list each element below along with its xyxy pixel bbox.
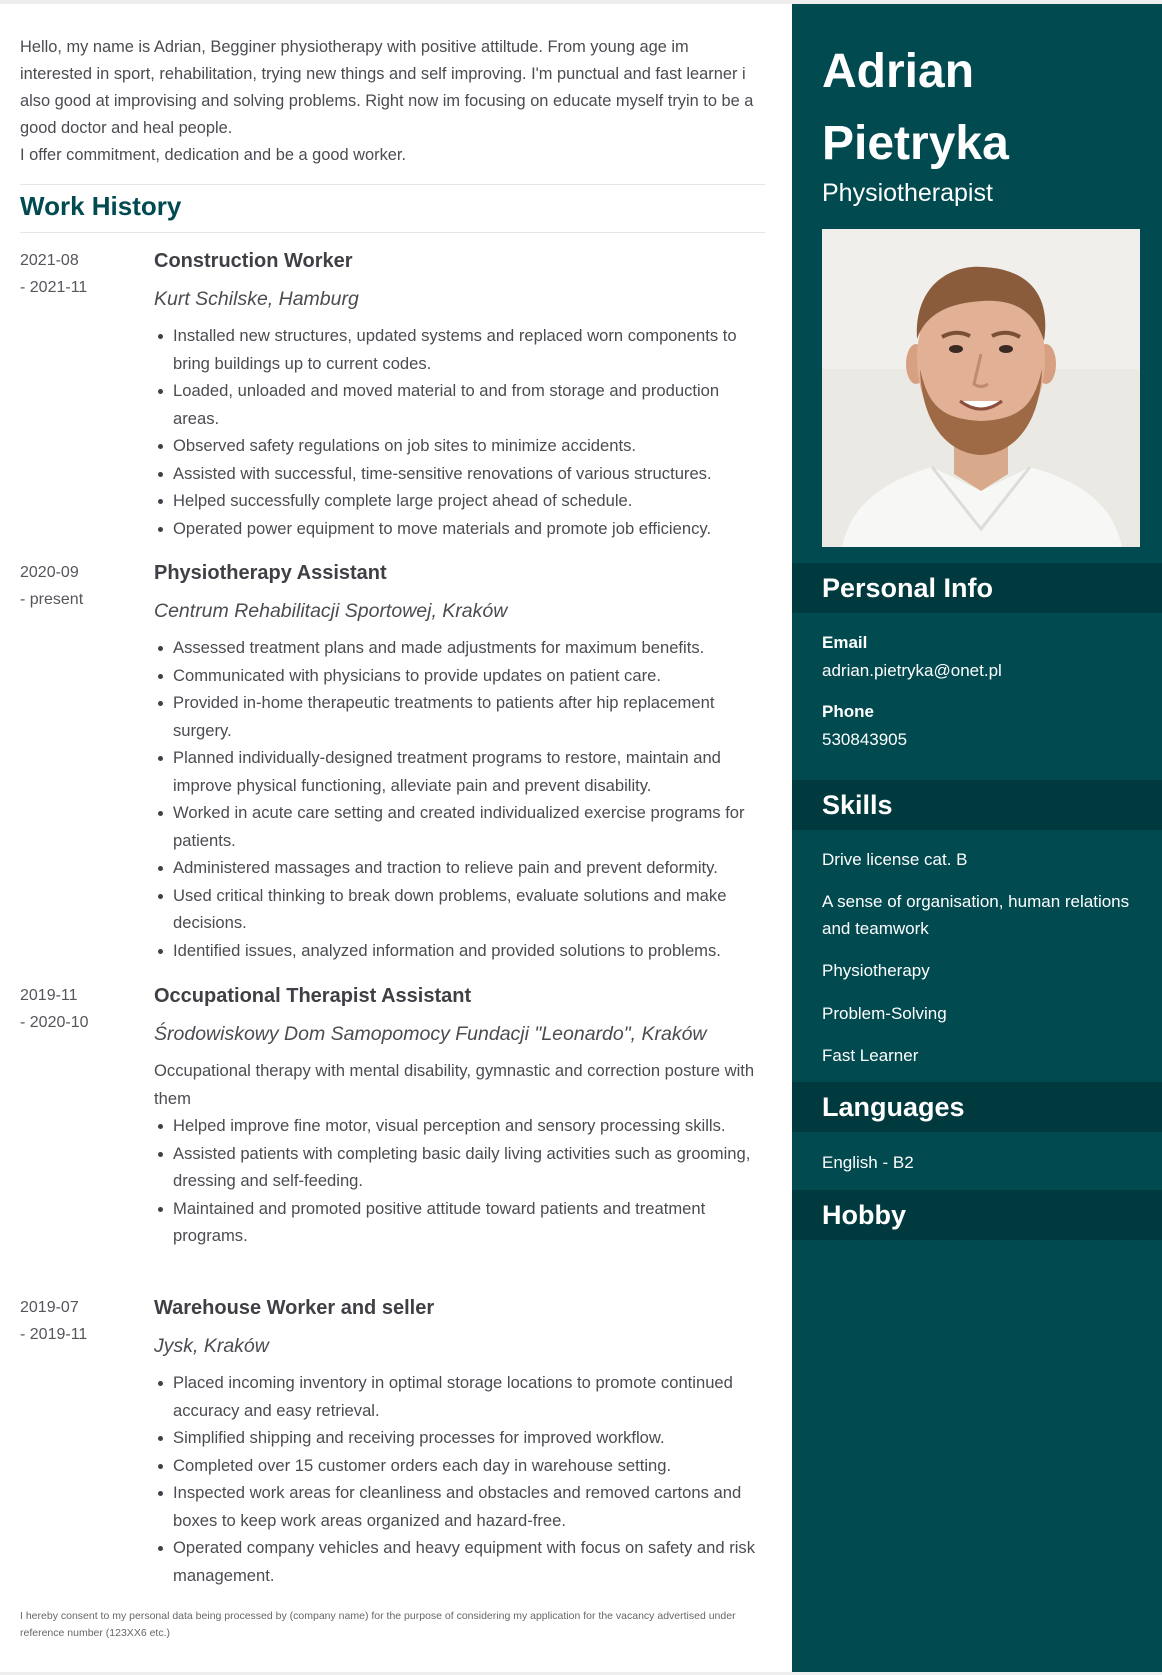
job-date-start: 2020-09 (20, 564, 79, 581)
job-dates (20, 247, 140, 301)
phone-value: 530843905 (822, 730, 908, 749)
job-bullet: Operated power equipment to move materials and promote job efficiency. (154, 515, 765, 543)
section-title-languages: Languages (792, 1082, 1162, 1132)
job-date-start: 2019-07 (20, 1299, 79, 1316)
job-body (154, 247, 765, 542)
job-role: Physiotherapist (822, 179, 993, 207)
phone-label: Phone (822, 702, 874, 721)
job-bullet: Maintained and promoted positive attitude toward patients and treatment programs. (154, 1195, 765, 1250)
job-bullet: Planned individually-designed treatment programs to restore, maintain and improve physical functioning, alleviate pain and prevent disability. (154, 744, 765, 799)
job-date-start: 2021-08 (20, 252, 79, 269)
job-dates (20, 1294, 140, 1348)
job-bullet: Observed safety regulations on job sites to minimize accidents. (154, 432, 765, 460)
job-date-end: - 2021-11 (20, 279, 88, 296)
job-bullet: Loaded, unloaded and moved material to and from storage and production areas. (154, 377, 765, 432)
email-value: adrian.pietryka@onet.pl (822, 661, 1002, 680)
job-bullet: Administered massages and traction to relieve pain and prevent deformity. (154, 854, 765, 882)
job-title: Construction Worker (154, 250, 353, 272)
job-bullet: Communicated with physicians to provide updates on patient care. (154, 662, 765, 690)
summary-paragraph: I offer commitment, dedication and be a good worker. (20, 146, 407, 164)
consent-note: I hereby consent to my personal data being processed by (company name) for the purpose of considering my application for the vacancy advertised under reference number (123XX6 etc.) (20, 1610, 736, 1639)
job-body (154, 1294, 765, 1589)
job-bullet: Provided in-home therapeutic treatments to patients after hip replacement surgery. (154, 689, 765, 744)
job-bullets (154, 322, 765, 542)
job-title: Warehouse Worker and seller (154, 1297, 435, 1319)
resume-page (0, 4, 1162, 1672)
skill-item: Physiotherapy (822, 961, 930, 980)
job-company: Kurt Schilske, Hamburg (154, 288, 359, 310)
job-bullet: Assessed treatment plans and made adjustments for maximum benefits. (154, 634, 765, 662)
job-body (154, 982, 765, 1250)
summary (20, 4, 765, 169)
divider (20, 184, 765, 185)
job-company: Środowiskowy Dom Samopomocy Fundacji "Leonardo", Kraków (154, 1023, 707, 1045)
candidate-name (822, 36, 1152, 180)
section-title-work-history: Work History (20, 191, 182, 221)
skill-item: Fast Learner (822, 1046, 919, 1065)
job-bullets (154, 1112, 765, 1250)
job-date-end: - 2019-11 (20, 1326, 88, 1343)
job-dates (20, 982, 140, 1036)
job-bullet: Assisted patients with completing basic daily living activities such as grooming, dressing and self-feeding. (154, 1140, 765, 1195)
section-title-hobby: Hobby (792, 1190, 1162, 1240)
job-bullet: Placed incoming inventory in optimal storage locations to promote continued accuracy and easy retrieval. (154, 1369, 765, 1424)
language-item: English - B2 (822, 1153, 914, 1172)
job-bullets (154, 634, 765, 964)
skill-item: Problem-Solving (822, 1004, 947, 1023)
job-date-end: - 2020-10 (20, 1014, 89, 1031)
divider (20, 232, 765, 233)
portrait-image (822, 229, 1140, 547)
job-date-end: - present (20, 591, 84, 608)
job-bullet: Used critical thinking to break down problems, evaluate solutions and make decisions. (154, 882, 765, 937)
job-dates (20, 559, 140, 613)
job-bullet: Helped successfully complete large project ahead of schedule. (154, 487, 765, 515)
skill-item: Drive license cat. B (822, 850, 968, 869)
summary-paragraph: Hello, my name is Adrian, Begginer physiotherapy with positive attiltude. From young age im interested in sport, rehabilitation, trying new things and self improving. I'm punctual and fast learner i also good at improvising and solving problems. Right now im focusing on educate myself tryin to be a good doctor and heal people. (20, 38, 754, 137)
section-title-skills: Skills (792, 780, 1162, 830)
job-bullet: Identified issues, analyzed information and provided solutions to problems. (154, 937, 765, 965)
job-bullet: Simplified shipping and receiving processes for improved workflow. (154, 1424, 765, 1452)
job-body (154, 559, 765, 964)
job-bullet: Operated company vehicles and heavy equipment with focus on safety and risk management. (154, 1534, 765, 1589)
job-date-start: 2019-11 (20, 987, 78, 1004)
job-description: Occupational therapy with mental disability, gymnastic and correction posture with them (154, 1061, 755, 1108)
job-bullet: Worked in acute care setting and created individualized exercise programs for patients. (154, 799, 765, 854)
job-title: Physiotherapy Assistant (154, 562, 387, 584)
job-company: Jysk, Kraków (154, 1335, 269, 1357)
job-bullet: Completed over 15 customer orders each day in warehouse setting. (154, 1452, 765, 1480)
job-bullet: Inspected work areas for cleanliness and obstacles and removed cartons and boxes to keep work areas organized and hazard-free. (154, 1479, 765, 1534)
section-title-personal-info: Personal Info (792, 563, 1162, 613)
job-bullets (154, 1369, 765, 1589)
profile-photo (822, 229, 1140, 547)
first-name: Adrian (822, 45, 975, 98)
main-column (20, 4, 765, 1585)
job-company: Centrum Rehabilitacji Sportowej, Kraków (154, 600, 508, 622)
sidebar (792, 4, 1162, 1672)
job-bullet: Helped improve fine motor, visual perception and sensory processing skills. (154, 1112, 765, 1140)
job-bullet: Assisted with successful, time-sensitive renovations of various structures. (154, 460, 765, 488)
job-bullet: Installed new structures, updated systems and replaced worn components to bring buildings up to current codes. (154, 322, 765, 377)
last-name: Pietryka (822, 117, 1009, 170)
job-title: Occupational Therapist Assistant (154, 985, 472, 1007)
email-label: Email (822, 633, 868, 652)
skill-item: A sense of organisation, human relations and teamwork (822, 892, 1130, 938)
